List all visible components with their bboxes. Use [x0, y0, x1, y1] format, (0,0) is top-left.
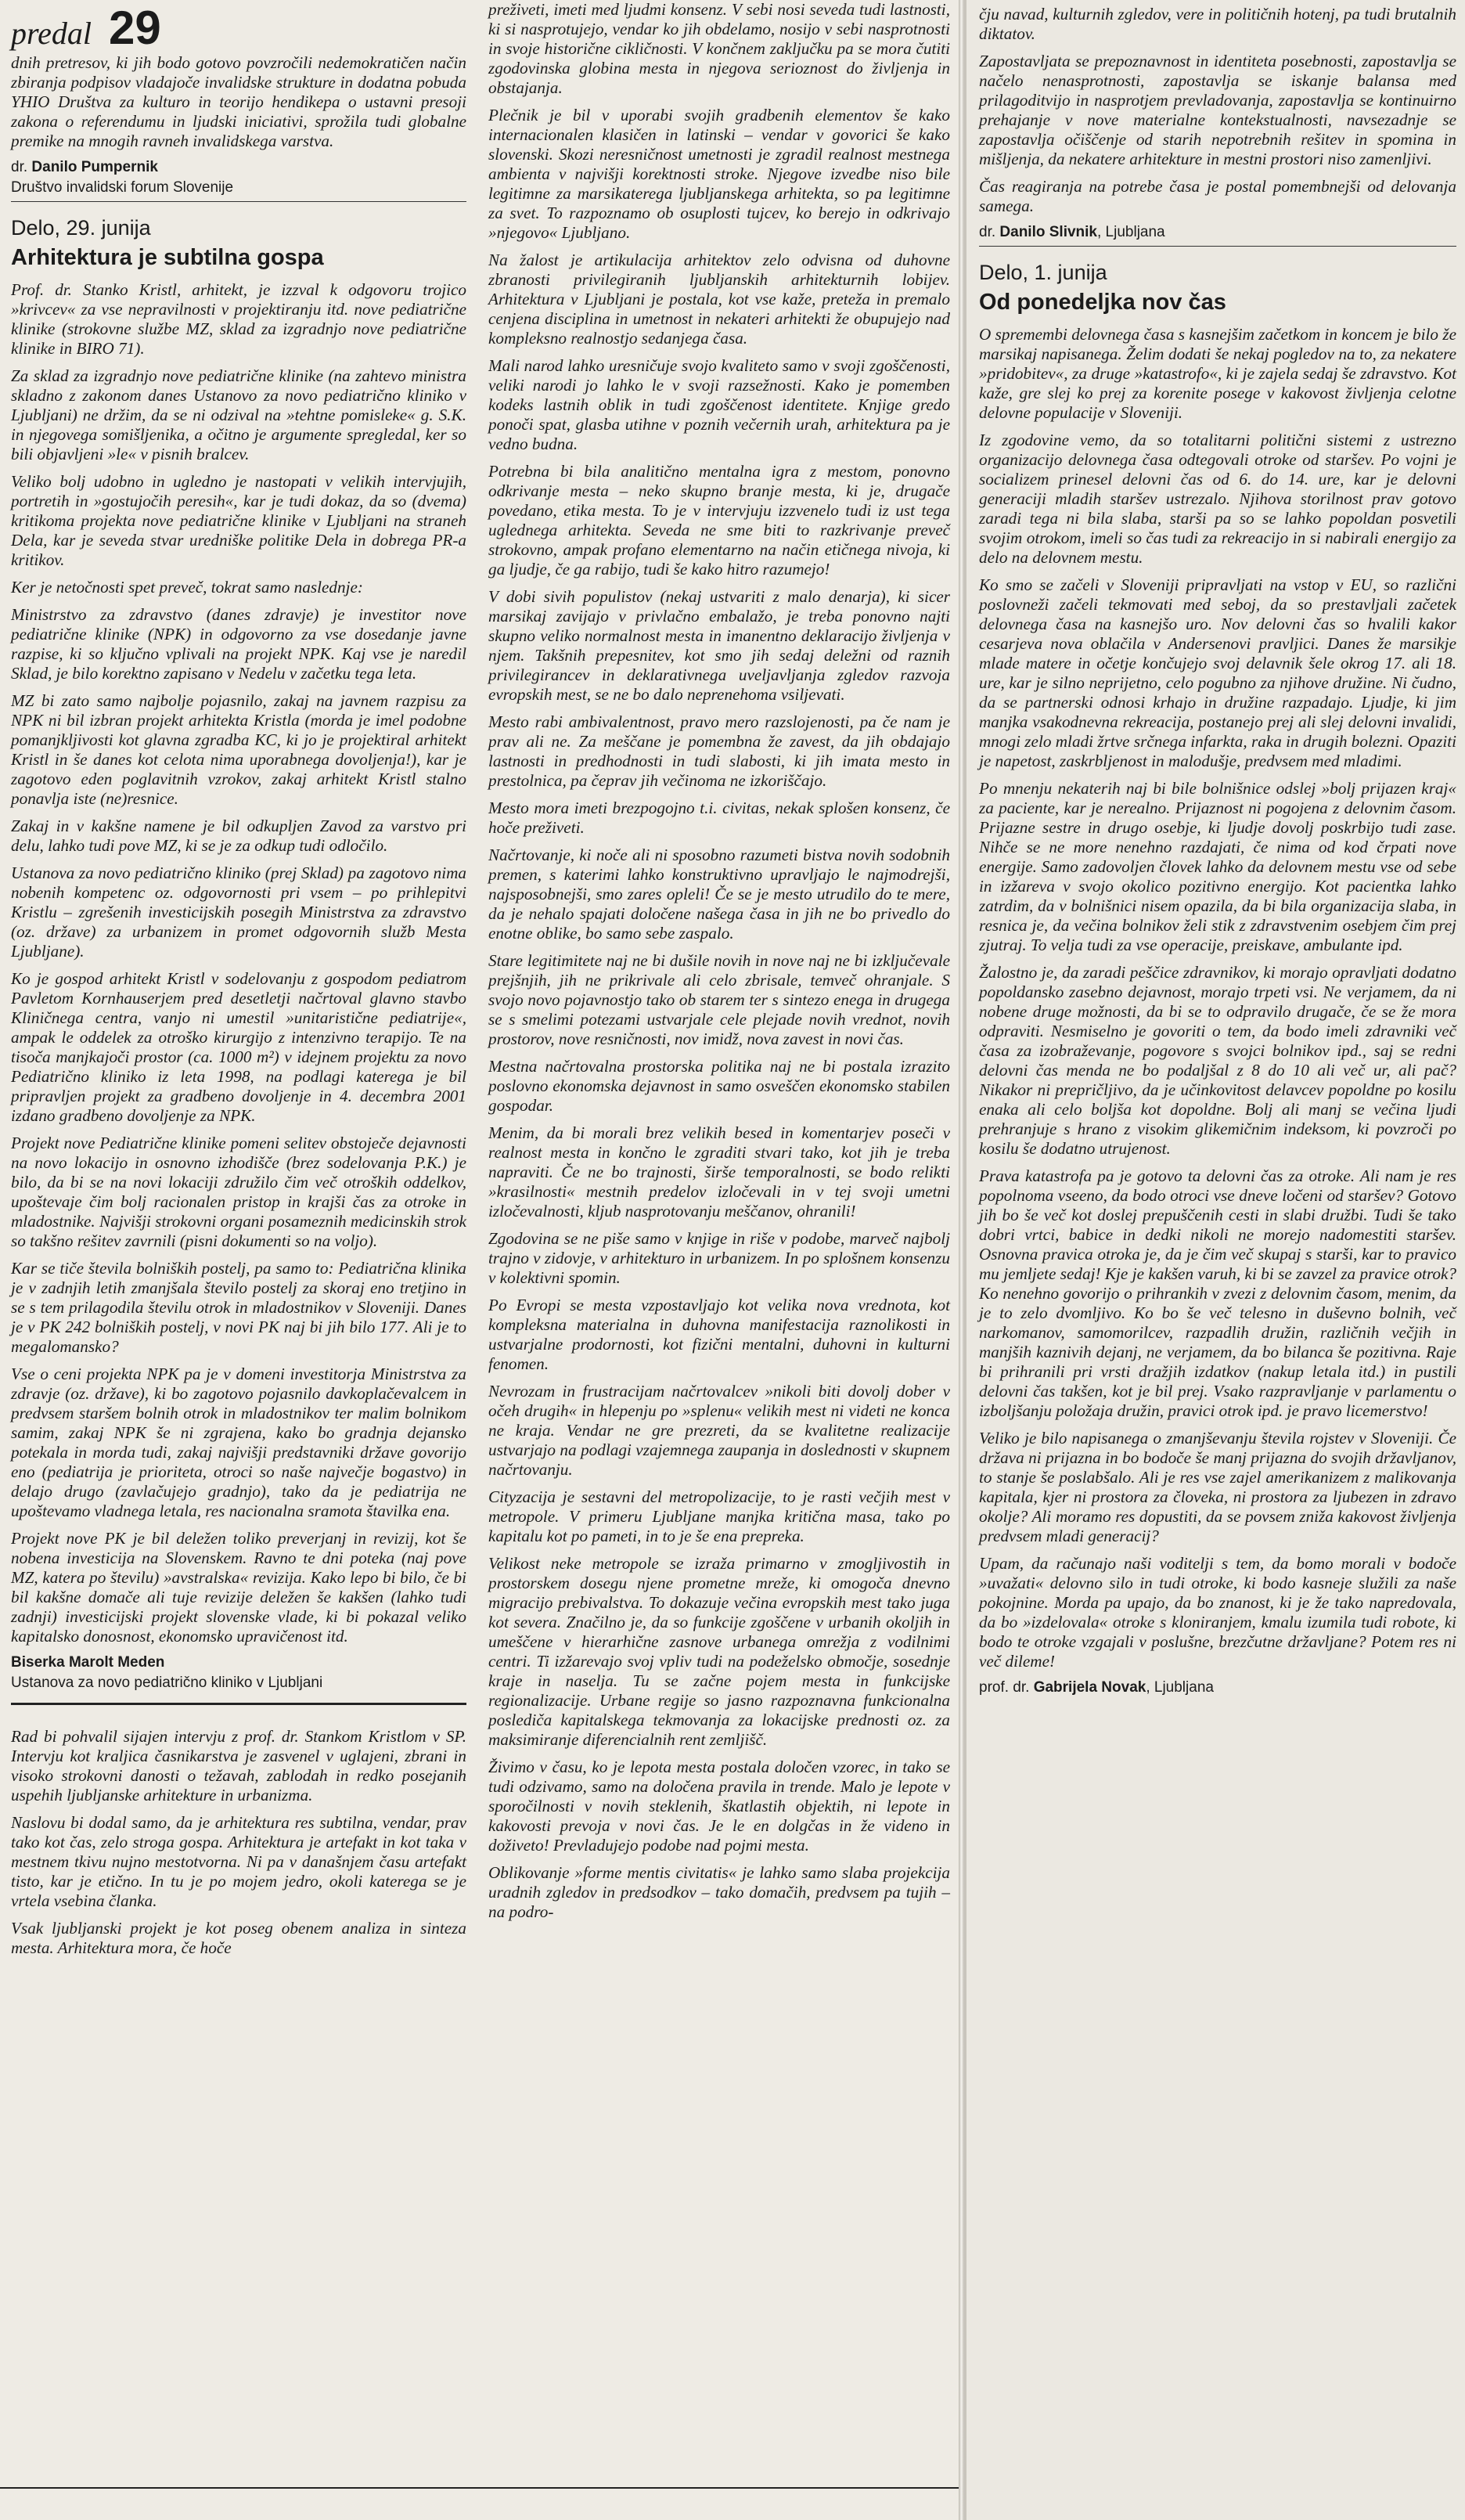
page-bottom-rule — [0, 2487, 959, 2489]
author-city: , Ljubljana — [1097, 224, 1165, 240]
paragraph: Projekt nove PK je bil deležen toliko preverjanj in revizij, kot še nobena investicija na Slovenskem. Ravno te dni poteka (naj pove MZ, katera po številu) »avstralska« revizija. Kako lepo bi bilo, če bi bil kakšne domače ali tuje revizije deležen še kakšen (lahko tudi zadnji) investicijski projekt slovenske vlade, ki bi pokazal veliko kapitalsko donosnost, ekonomsko upravičenost itd. — [11, 1529, 466, 1646]
section-name: predal — [11, 16, 92, 51]
article-headline: Od ponedeljka nov čas — [979, 290, 1226, 315]
page-fold — [959, 0, 964, 2520]
paragraph: Cityzacija je sestavni del metropolizacije, to je rasti večjih mest v metropole. V primeru Ljubljane manjka kritična masa, tako po kapitalu kot po pameti, in to je še ena prepreka. — [488, 1487, 950, 1545]
paragraph: Prof. dr. Stanko Kristl, arhitekt, je izzval k odgovoru trojico »krivcev« za vse nepravilnosti v projektiranju itd. nove pediatrične klinike (strokovne službe MZ, sklad za izgradnjo nove pediatrične klinike in BIRO 71). — [11, 280, 466, 358]
paragraph: Zakaj in v kakšne namene je bil odkupljen Zavod za varstvo pri delu, lahko tudi pove MZ, ki se je za odkup tudi odločilo. — [11, 817, 466, 855]
paragraph: preživeti, imeti med ljudmi konsenz. V sebi nosi seveda tudi lastnosti, ki si nasprotujejo, vendar ko jih obdelamo, nosijo v sebi nasprotnosti in svoje historične cikličnosti. V končnem zaključku pa se mora čutiti zgodovinska globina mesta in njegova serioznost do življenja in obstajanja. — [488, 0, 950, 97]
author-signature — [979, 224, 1456, 241]
paragraph: Mali narod lahko uresničuje svojo kvaliteto samo v svoji zgoščenosti, veliki narodi jo lahko le v svoji razsežnosti. Kako je pomemben kodeks lastnih oblik in tudi zgoščenost identitete. Knjige gredo ponoči spat, glasba utihne v poznih večernih urah, arhitektura pa je vedno budna. — [488, 356, 950, 453]
paragraph: Zgodovina se ne piše samo v knjige in riše v podobe, marveč najbolj trajno v zidovje, v arhitekturo in urbanizem. In po splošnem konsenzu v kolektivni spomin. — [488, 1229, 950, 1287]
column-middle — [488, 0, 950, 1930]
divider — [979, 246, 1456, 247]
author-name: Biserka Marolt Meden — [11, 1654, 165, 1671]
page-number: 29 — [108, 2, 161, 54]
paragraph: Mestna načrtovalna prostorska politika naj ne bi postala izrazito poslovno ekonomska dejavnost in samo osveščen ekonomsko stabilen gospodar. — [488, 1057, 950, 1115]
paragraph: Živimo v času, ko je lepota mesta postala določen vzorec, in tako se tudi odzivamo, samo na določena pravila in trende. Malo je lepote v sporočilnosti v novih steklenih, škatlastih objektih, ni lepote in kakovosti prevoja v novi čas. Je le en dolgčas in že videno in doživeto! Prevladujejo podobe nad pojmi mesta. — [488, 1758, 950, 1855]
paragraph: V dobi sivih populistov (nekaj ustvariti z malo denarja), ki sicer marsikaj zavijajo v privlačno embalažo, je treba ponovno najti skupno veliko normalnost mesta in imanentno deklaracijo življenja v njem. Takšnih prepesnitev, kot smo jih sedaj deležni od raznih privilegirancev in deklarativnega uveljavljanja zgledov razvoja evropskih mest, se ne bo dalo neprenehoma vsiljevati. — [488, 587, 950, 704]
author-signature — [979, 1679, 1456, 1696]
author-affiliation: Ustanova za novo pediatrično kliniko v Ljubljani — [11, 1675, 323, 1691]
paragraph: Za sklad za izgradnjo nove pediatrične klinike (na zahtevo ministra skladno z zakonom danes Ustanovo za novo pediatrično kliniko v Ljubljani) ne držim, da se ni odzival na »tehtne pomisleke« g. S.K. in njegovega somišljenika, a očitno je argumente spregledal, ker so bili objavljeni »le« v pisnih bralcev. — [11, 366, 466, 463]
paragraph: Načrtovanje, ki noče ali ni sposobno razumeti bistva novih sodobnih premen, s katerimi lahko konstruktivno upravljajo le najmodrejši, najsposobnejši, smo zares opleli! Če se je mesto utrudilo do te mere, da je nehalo spajati določene našega časa in jih ne bo privedlo do enotne oblike, bo samo sebe zaspalo. — [488, 845, 950, 943]
paragraph: Oblikovanje »forme mentis civitatis« je lahko samo slaba projekcija uradnih zgledov in predsodkov – tako domačih, predvsem pa tujih – na podro- — [488, 1863, 950, 1921]
paragraph: Iz zgodovine vemo, da so totalitarni politični sistemi z ustrezno organizacijo delovnega časa odtegovali otroke od staršev. Po vojni je socializem prinesel delovni čas od 6. do 14. ure, kar je delovni generaciji mladih staršev ustrezalo. Njihova storilnost prav gotovo zaradi tega ni bila slaba, starši pa so se lahko popoldan posvetili svojim otrokom, imeli so čas tudi za rekreacijo in si nabirali energijo za delo na delovnem mestu. — [979, 431, 1456, 567]
paragraph: čju navad, kulturnih zgledov, vere in političnih hotenj, pa tudi brutalnih diktatov. — [979, 5, 1456, 43]
letter-continuation — [11, 53, 466, 196]
paragraph: Veliko je bilo napisanega o zmanjševanju števila rojstev v Sloveniji. Če država ni prijazna in bo bodoče še manj prijazna do svojih državljanov, to stanje še poslabšalo. Ali je res vse zajel amerikanizem z malikovanja kapitala, kjer ni prostora za človeka, ni prostora za ljubezen in zdravo okolje? Ali moramo res dopustiti, da se povsem zniža kakovost življenja predvsem mladi generacij? — [979, 1429, 1456, 1545]
article-source: Delo, 29. junija — [11, 216, 151, 240]
paragraph: Čas reagiranja na potrebe časa je postal pomembnejši od delovanja samega. — [979, 177, 1456, 215]
letter-article-right — [979, 261, 1456, 1696]
letter-lower — [11, 1727, 466, 1958]
article-headline: Arhitektura je subtilna gospa — [11, 245, 324, 270]
paragraph: Žalostno je, da zaradi peščice zdravnikov, ki morajo opravljati dodatno popoldansko zasebno dejavnost, morajo trpeti vsi. Ne verjamem, da ni nobene druge možnosti, da bi se to odpravilo drugače, če se že mora odpraviti. Nesmiselno je govoriti o tem, da bodo imeli zdravniki več časa za izobraževanje, pogovore s svojci bolnikov ipd., saj se redni delovni čas menda ne bo podaljšal z 8 do 10 ali več ur, ali pač? Nikakor ni prepričljivo, da je učinkovitost delavcev popoldne po kosilu enaka ali celo boljša kot dopoldne. Bolj ali manj se večina ljudi prehranjuje s hrano z visokim glikemičnim indeksom, ki povzroči po kosilu še dodatno utrujenost. — [979, 963, 1456, 1158]
column-right — [979, 0, 1456, 1700]
paragraph: Naslovu bi dodal samo, da je arhitektura res subtilna, vendar, prav tako kot čas, zelo stroga gospa. Arhitektura je artefakt in kot taka v mestnem tkivu nujno mestotvorna. Ni pa v današnjem času artefakt tisto, kar je etično. In tu je po mojem jedro, okoli katerega se je vrtela vsebina članka. — [11, 1813, 466, 1910]
paragraph: Ko smo se začeli v Sloveniji pripravljati na vstop v EU, so različni poslovneži začeli tekmovati med seboj, da so prestavljali začetek delovnega časa na kasnejšo uro. Nov delovni čas so hvalili kakor cesarjeva nova oblačila v Andersenovi pravljici. Danes že marsikje mlade matere in očetje končujejo svoj delavnik šele okrog 17. ali 18. ure, kar je silno neprijetno, celo pogubno za njihove družine. Ni čudno, da se partnerski odnosi krhajo in družine razpadajo. Ljudje, ki jim manjka vsakodnevna rekreacija, postanejo prej ali slej delovni invalidi, mnogi zelo mladi žrtve srčnega infarkta, raka in drugih bolezni. Opaziti je napetost, zaskrbljenost in malodušje, predvsem med mladimi. — [979, 575, 1456, 770]
divider — [11, 201, 466, 202]
paragraph: MZ bi zato samo najbolje pojasnilo, zakaj na javnem razpisu za NPK ni bil izbran projekt arhitekta Kristla (morda je imel podobne pomanjkljivosti kot glavna zgradba KC, ki jo je projektiral arhitekt Kristl in še danes kot celota nima uporabnega dovoljenja!), kar je zagotovo eden poglavitnih vzrokov, zakaj arhitekt Kristl stalno ponavlja iste (ne)resnice. — [11, 691, 466, 808]
paragraph: Mesto mora imeti brezpogojno t.i. civitas, nekak splošen konsenz, če hoče preživeti. — [488, 799, 950, 837]
author-signature — [11, 1654, 466, 1671]
paragraph: O spremembi delovnega časa s kasnejšim začetkom in koncem je bilo že marsikaj napisanega. Želim dodati še nekaj pogledov na to, za nekatere »pridobitev«, za druge »katastrofo«, ki je zajela sedaj še zdravstvo. Kot kaže, gre slej ko prej za korenite posege v kakovost življenja celotne delovne populacije v Sloveniji. — [979, 325, 1456, 422]
paragraph: Na žalost je artikulacija arhitektov zelo odvisna od duhovne zbranosti privilegiranih ljubljanskih arhitekturnih lobijev. Arhitektura v Ljubljani je postala, kot vse kaže, preteža in premalo cenjena disciplina in umetnost in nekateri arhitekti že obupujejo nad kompleksno realnostjo sedanjega časa. — [488, 251, 950, 348]
article-source: Delo, 1. junija — [979, 261, 1107, 284]
paragraph: Kar se tiče števila bolniških postelj, pa samo to: Pediatrična klinika je v zadnjih letih zmanjšala število postelj za skoraj eno tretjino in se s tem prilagodila številu otrok in mladostnikov v Sloveniji. Danes je v PK 242 bolniških postelj, v novi PK naj bi jih bilo 177. Ali je to megalomansko? — [11, 1259, 466, 1356]
paragraph: Projekt nove Pediatrične klinike pomeni selitev obstoječe dejavnosti na novo lokacijo in osnovno izhodišče (brez sodelovanja P.K.) je bilo, da bi se na novi lokaciji združilo čim več otroških oddelkov, upoštevaje čim bolj racionalen pristop in krajši čas za otroke in mladostnike. Najvišji strokovni organi posameznih medicinskih strok so takšno rešitev zavrnili (pisni dokumenti so na voljo). — [11, 1134, 467, 1250]
paragraph: Prava katastrofa pa je gotovo ta delovni čas za otroke. Ali nam je res popolnoma vseeno, da bodo otroci vse dneve ločeni od staršev? Gotovo jih bo še več kot doslej prepuščenih cesti in slabi družbi. Tudi še tako dobri vrtci, babice in dedki nikoli ne morejo nadomestiti staršev. Osnovna pravica otroka je, da je čim več skupaj s starši, kar to pravico mu jemljete sedaj! Kje je kakšen varuh, ki bi se zavzel za pravice otrok? Ko nenehno govorijo o prihrankih v zvezi z delovnim časom, menim, da je to zelo dvomljivo. Ko bo še več telesno in duševno bolnih, več narkomanov, samomorilcev, razpadlih družin, različnih večjih in manjših kaznivih dejanj, ne verjamem, da bo bilanca še pozitivna. Raje bi prihranili pri vrsti dražjih izdatkov (nakup letala itd.) in pustili delovni čas takšen, kot je bil prej. Vsako razpravljanje v parlamentu o izboljšanju položaja družin, pravici otrok ipd. je pravo licemerstvo! — [979, 1166, 1456, 1420]
paragraph: Rad bi pohvalil sijajen intervju z prof. dr. Stankom Kristlom v SP. Intervju kot kraljica časnikarstva je zasvenel v uglajeni, zbrani in visoko strokovni danosti o težavah, zablodah in redko posejanih uspehih ljubljanske arhitekture in urbanizma. — [11, 1727, 466, 1804]
paragraph: Po mnenju nekaterih naj bi bile bolnišnice odslej »bolj prijazen kraj« za paciente, kar je nerealno. Prijaznost ni pogojena z delovnim časom. Prijazne sestre in drugo osebje, ki ljudje dovolj poskrbijo tudi zase. Nihče se ne more nenehno razdajati, če nima od kod črpati nove energije. Samo zadovoljen človek lahko da delovnem mestu vse od sebe in izžareva v svojo okolico pozitivno energijo. Kot pacientka lahko zatrdim, da v bolnišnici nisem opazila, da bi bila organizacija slaba, in resnica je, da večina bolnikov želi stik z zdravstvenim osebjem čim prej zjutraj. To velja tudi za vse operacije, preiskave, ambulante ipd. — [979, 779, 1456, 954]
author-signature — [11, 159, 466, 176]
letter-article — [11, 216, 466, 1692]
author-title: dr. — [979, 224, 1000, 240]
author-name: Danilo Pumpernik — [31, 159, 158, 175]
paragraph: Ministrstvo za zdravstvo (danes zdravje) je investitor nove pediatrične klinike (NPK) in odgovorno za vse dosedanje javne razpise, ki so ključno vplivali na projekt NPK. Kaj vse je naredil Sklad, je bilo korektno zapisano v Nedelu v začetku tega leta. — [11, 605, 466, 683]
paragraph: Menim, da bi morali brez velikih besed in komentarjev poseči v realnost mesta in končno le zgraditi stvari tako, kot jih je treba napraviti. Če ne bo trajnosti, širše temporalnosti, se bodo relikti »krasilnosti« mestnih predelov izločevali in v tej svoji umetni izločevalnosti, kljub nasprotovanju meščanov, ohranili! — [488, 1123, 950, 1220]
author-title: prof. dr. — [979, 1679, 1034, 1696]
author-name: Gabrijela Novak — [1033, 1679, 1146, 1696]
column-left — [11, 0, 466, 1966]
paragraph: Upam, da računajo naši voditelji s tem, da bomo morali v bodoče »uvažati« delovno silo in tudi otroke, ki bodo kasneje služili za naše pokojnine. Morda pa upajo, da bo znanost, ki je že tako napredovala, da bo »izdelovala« otroke s kloniranjem, kmalu izumila tudi robote, ki bodo te otroke vzgajali v poslušne, brezčutne državljane? Potem res ni več dileme! — [979, 1554, 1456, 1671]
paragraph: Potrebna bi bila analitično mentalna igra z mestom, ponovno odkrivanje mesta – neko skupno branje mesta, ki je, drugače povedano, etika mesta. To je v intervjuju izzvenelo tudi iz ust tega uglednega arhitekta. Seveda ne sme biti to razkrivanje preveč strokovno, ampak profano elementarno na način etičnega nivoja, ki ga ljudje, če ga rabijo, tudi še kako hitro razumejo! — [488, 462, 950, 579]
paragraph: Mesto rabi ambivalentnost, pravo mero razslojenosti, pa če nam je prav ali ne. Za meščane je pomembna že zavest, da jih obdajajo lastnosti in predhodnosti in tudi slabosti, ki jih imata mesto in prestolnica, pa čeprav jih večinoma ne izkoriščajo. — [488, 712, 950, 790]
paragraph: Ko je gospod arhitekt Kristl v sodelovanju z gospodom pediatrom Pavletom Kornhauserjem pred desetletji načrtoval glavno stavbo Kliničnega centra, vanjo ni umestil »unitaristične pediatrije«, ampak le oddelek za otroško kirurgijo z intenzivno terapijo. Te na tisoča manjkajoči prostor (ca. 1000 m²) v idejnem projektu za novo Pediatrično kliniko iz leta 1998, na podlagi katerega je bil pripravljen projekt za gradbeno dovoljenje in 4. decembra 2001 izdano gradbeno dovoljenje za NPK. — [11, 969, 466, 1125]
letter-continuation-middle — [488, 0, 950, 1922]
paragraph: Stare legitimitete naj ne bi dušile novih in nove naj ne bi izključevale prejšnjih, jih ne prikrivale ali celo zbrisale, temveč ohranjale. S svojo novo pojavnostjo tako ob starem ter s sintezo enega in drugega se s smelimi potezami ustvarjale cele plejade novih vrednot, novih prostorov, nove resničnosti, nov imidž, nova zavest in novi čas. — [488, 951, 950, 1048]
paragraph: Velikost neke metropole se izraža primarno v zmogljivostih in prostorskem dosegu njene prometne mreže, ki omogoča dnevno migracijo prebivalstva. To dokazuje večina evropskih mest tako juga kot severa. Značilno je, da so funkcije zgoščene v urbanih okoljih in umeščene v hierarhične zasnove urbanega omrežja z vodilnimi centri. Ti izžarevajo svoj vpliv tudi na podeželsko območje, sosednje kraje in naselja. Tu se začne pojem mesta in funkcijske regionalizacije. Urbane regije so jasno razpoznavna funkcionalna poslediča kapitalskega tekmovanja za lokacijske prednosti oz. za maksimiranje diferencialnih rent zemljišč. — [488, 1554, 950, 1749]
author-title: dr. — [11, 159, 32, 175]
paragraph: Po Evropi se mesta vzpostavljajo kot velika nova vrednota, kot kompleksna materialna in duhovna manifestacija raznolikosti in ustvarjalne prodornosti, kot fizični mentalni, duhovni in kulturni fenomen. — [488, 1296, 950, 1373]
paragraph: Veliko bolj udobno in ugledno je nastopati v velikih intervjujih, portretih in »gostujočih peresih«, kar je tudi dokaz, da so (dvema) kritikoma projekta nove pediatrične klinike v Ljubljani na straneh Dela, kar je seveda stvar uredniške politike Dela in dobrega PR-a kritikov. — [11, 472, 466, 569]
author-affiliation: Društvo invalidski forum Slovenije — [11, 179, 234, 196]
right-newspaper-page — [964, 0, 1465, 2520]
page-masthead — [11, 2, 466, 54]
divider — [11, 1703, 466, 1705]
author-name: Danilo Slivnik — [999, 224, 1097, 240]
paragraph: Vsak ljubljanski projekt je kot poseg obenem analiza in sinteza mesta. Arhitektura mora, če hoče — [11, 1919, 466, 1957]
author-city: , Ljubljana — [1146, 1679, 1214, 1696]
letter-continuation-right — [979, 5, 1456, 241]
paragraph: Vse o ceni projekta NPK pa je v domeni investitorja Ministrstva za zdravje (oz. države), ki bo zagotovo pojasnilo davkoplačevalcem in predvsem staršem bolnih otrok in mladostnikov ter malim bolnikom samim, zakaj NPK še ni zgrajena, kako bo gradnja dejansko potekala in morda tudi, zakaj najvišji predstavniki države govorijo eno (pediatrija je prioriteta, otroci so naše največje bogastvo) in delajo drugo (zavlačujejo gradnjo), tako da je pediatrija ne upoštevamo vladnega letala, res nacionalna sramota štavilka ena. — [11, 1365, 466, 1520]
paragraph: Plečnik je bil v uporabi svojih gradbenih elementov še kako internacionalen klasičen in latinski – vendar v govorici še kako slovenski. Skozi neresničnost umetnosti je zgradil realnost mestnega ambienta v najvišji korektnosti stroke. Njegove izvedbe niso bile legitimne za marsikaterega ljubljanskega arhitekta, so pa legitimne za svet. To razpoznamo ob osuplosti tujcev, ko berejo in odkrivajo »njegovo« Ljubljano. — [488, 106, 950, 242]
paragraph: Nevrozam in frustracijam načrtovalcev »nikoli biti dovolj dober v očeh drugih« in hlepenju po »splenu« velikih mest ni videti ne konca ne kraja. Vendar ne gre prezreti, da se kvalitetne realizacije ustvarjajo na podlagi vzajemnega zaupanja in doslednosti v skupnem načrtovanju. — [488, 1382, 950, 1479]
paragraph: Zapostavljata se prepoznavnost in identiteta posebnosti, zapostavlja se načelo nenasprotnosti, zapostavlja se iskanje balansa med prilagoditvijo in nasprotjem prevladovanja, zapostavlja se kontinuirno prehajanje v nove materialne kontekstualnosti, navsezadnje se zapostavlja očiščenje od starih nepotrebnih rešitev in spomina in mišljenja, da nekatere arhitekture in mestni prostori niso zamenljivi. — [979, 52, 1456, 168]
paragraph: dnih pretresov, ki jih bodo gotovo povzročili nedemokratičen način zbiranja podpisov vladajoče invalidske strukture in dodatna pobuda YHIO Društva za kulturo in teorijo hendikepa o ustavni presoji zakona o referendumu in ljudski iniciativi, sprožila tudi globalne premike na mnogih ravneh invalidskega varstva. — [11, 53, 466, 150]
paragraph: Ker je netočnosti spet preveč, tokrat samo naslednje: — [11, 578, 363, 597]
paragraph: Ustanova za novo pediatrično kliniko (prej Sklad) pa zagotovo nima nobenih kompetenc oz. odgovornosti pri vsem – po prihlepitvi Kristlu – zgrešenih investicijskih posegih Ministrstva za zdravstvo (oz. države) za urbanizem in promet odgovornih služb Mesta Ljubljane). — [11, 863, 466, 961]
